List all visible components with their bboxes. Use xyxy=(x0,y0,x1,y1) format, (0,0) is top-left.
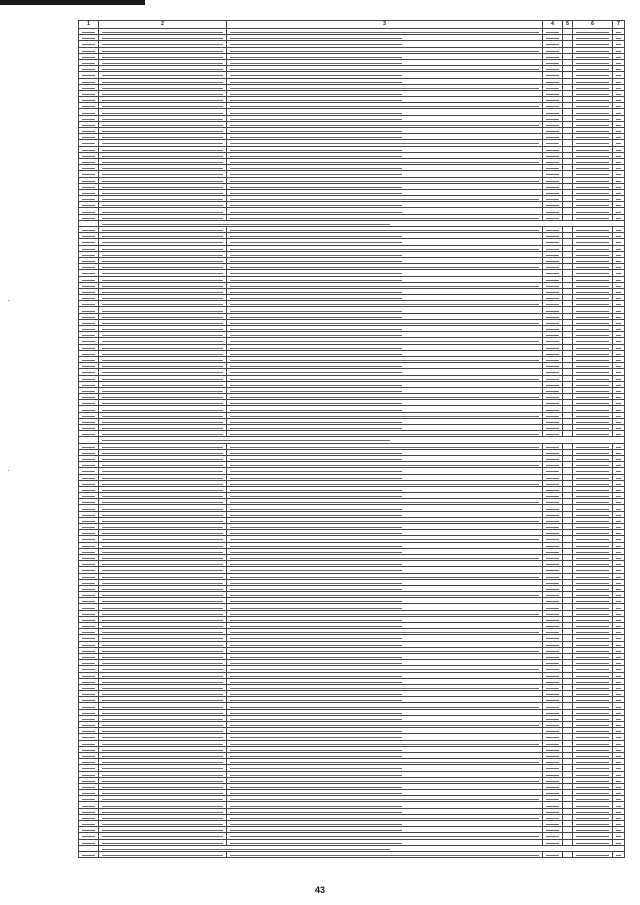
table-cell xyxy=(79,851,99,857)
table-cell xyxy=(563,851,573,857)
col-number: 3 xyxy=(227,21,543,29)
table-cell xyxy=(99,851,227,857)
table-body xyxy=(79,29,625,858)
table-cell xyxy=(543,851,563,857)
page-number: 43 xyxy=(314,885,325,895)
table-cell xyxy=(227,851,543,857)
works-table xyxy=(78,20,625,858)
col-number: 5 xyxy=(563,21,573,29)
table-cell xyxy=(573,851,613,857)
column-number-row xyxy=(79,21,625,29)
col-number: 6 xyxy=(573,21,613,29)
table-cell xyxy=(613,851,625,857)
col-number: 1 xyxy=(79,21,99,29)
col-number: 4 xyxy=(543,21,563,29)
margin-mark xyxy=(8,470,9,471)
document-page xyxy=(78,20,624,858)
col-number: 7 xyxy=(613,21,625,29)
table-row xyxy=(79,851,625,857)
top-edge-bar xyxy=(0,0,145,5)
margin-mark xyxy=(8,300,9,301)
col-number: 2 xyxy=(99,21,227,29)
